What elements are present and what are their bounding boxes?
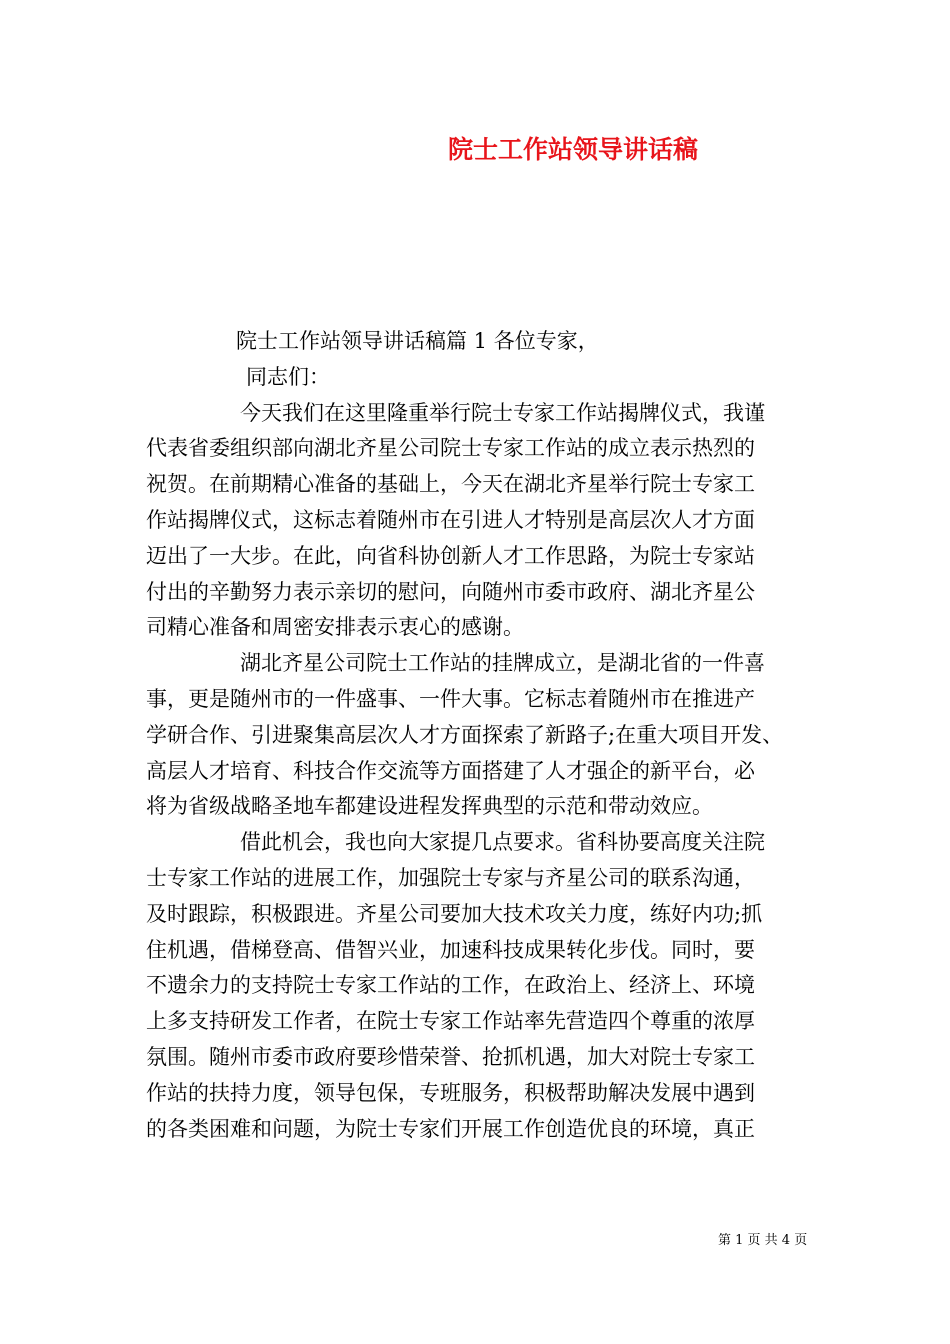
- paragraph-line: 司精心准备和周密安排表示衷心的感谢。: [146, 615, 524, 640]
- paragraph-line: 不遗余力的支持院士专家工作站的工作，在政治上、经济上、环境: [146, 973, 755, 998]
- paragraph-line: 上多支持研发工作者，在院士专家工作站率先营造四个尊重的浓厚: [146, 1009, 755, 1034]
- page-number: 第 1 页 共 4 页: [718, 1233, 808, 1248]
- document-title: 院士工作站领导讲话稿: [448, 135, 699, 164]
- paragraph-line: 的各类困难和问题，为院士专家们开展工作创造优良的环境，真正: [146, 1116, 755, 1141]
- paragraph-line: 高层人才培育、科技合作交流等方面搭建了人才强企的新平台，必: [146, 758, 755, 783]
- paragraph-line: 祝贺。在前期精心准备的基础上，今天在湖北齐星举行院士专家工: [146, 472, 755, 497]
- salutation-line: 同志们：: [246, 364, 330, 389]
- paragraph-line: 作站揭牌仪式，这标志着随州市在引进人才特别是高层次人才方面: [146, 507, 755, 532]
- paragraph-line: 氛围。随州市委市政府要珍惜荣誉、抢抓机遇，加大对院士专家工: [146, 1044, 755, 1069]
- paragraph-line: 今天我们在这里隆重举行院士专家工作站揭牌仪式，我谨: [240, 400, 765, 425]
- paragraph-line: 借此机会，我也向大家提几点要求。省科协要高度关注院: [240, 830, 765, 855]
- paragraph-line: 迈出了一大步。在此，向省科协创新人才工作思路，为院士专家站: [146, 543, 755, 568]
- paragraph-line: 学研合作、引进聚集高层次人才方面探索了新路子;在重大项目开发、: [146, 722, 784, 747]
- paragraph-line: 将为省级战略圣地车都建设进程发挥典型的示范和带动效应。: [146, 794, 713, 819]
- salutation-line: 院士工作站领导讲话稿篇 1 各位专家，: [236, 329, 599, 353]
- paragraph-line: 事，更是随州市的一件盛事、一件大事。它标志着随州市在推进产: [146, 686, 755, 711]
- paragraph-line: 付出的辛勤努力表示亲切的慰问，向随州市委市政府、湖北齐星公: [146, 579, 755, 604]
- paragraph-line: 代表省委组织部向湖北齐星公司院士专家工作站的成立表示热烈的: [146, 436, 755, 461]
- paragraph-line: 及时跟踪，积极跟进。齐星公司要加大技术攻关力度，练好内功;抓: [146, 901, 763, 926]
- document-body: [146, 324, 811, 1147]
- paragraph-line: 作站的扶持力度，领导包保，专班服务，积极帮助解决发展中遇到: [146, 1080, 755, 1105]
- paragraph-line: 湖北齐星公司院士工作站的挂牌成立，是湖北省的一件喜: [240, 651, 765, 676]
- paragraph-line: 住机遇，借梯登高、借智兴业，加速科技成果转化步伐。同时，要: [146, 937, 755, 962]
- paragraph-line: 士专家工作站的进展工作，加强院士专家与齐星公司的联系沟通，: [146, 865, 755, 890]
